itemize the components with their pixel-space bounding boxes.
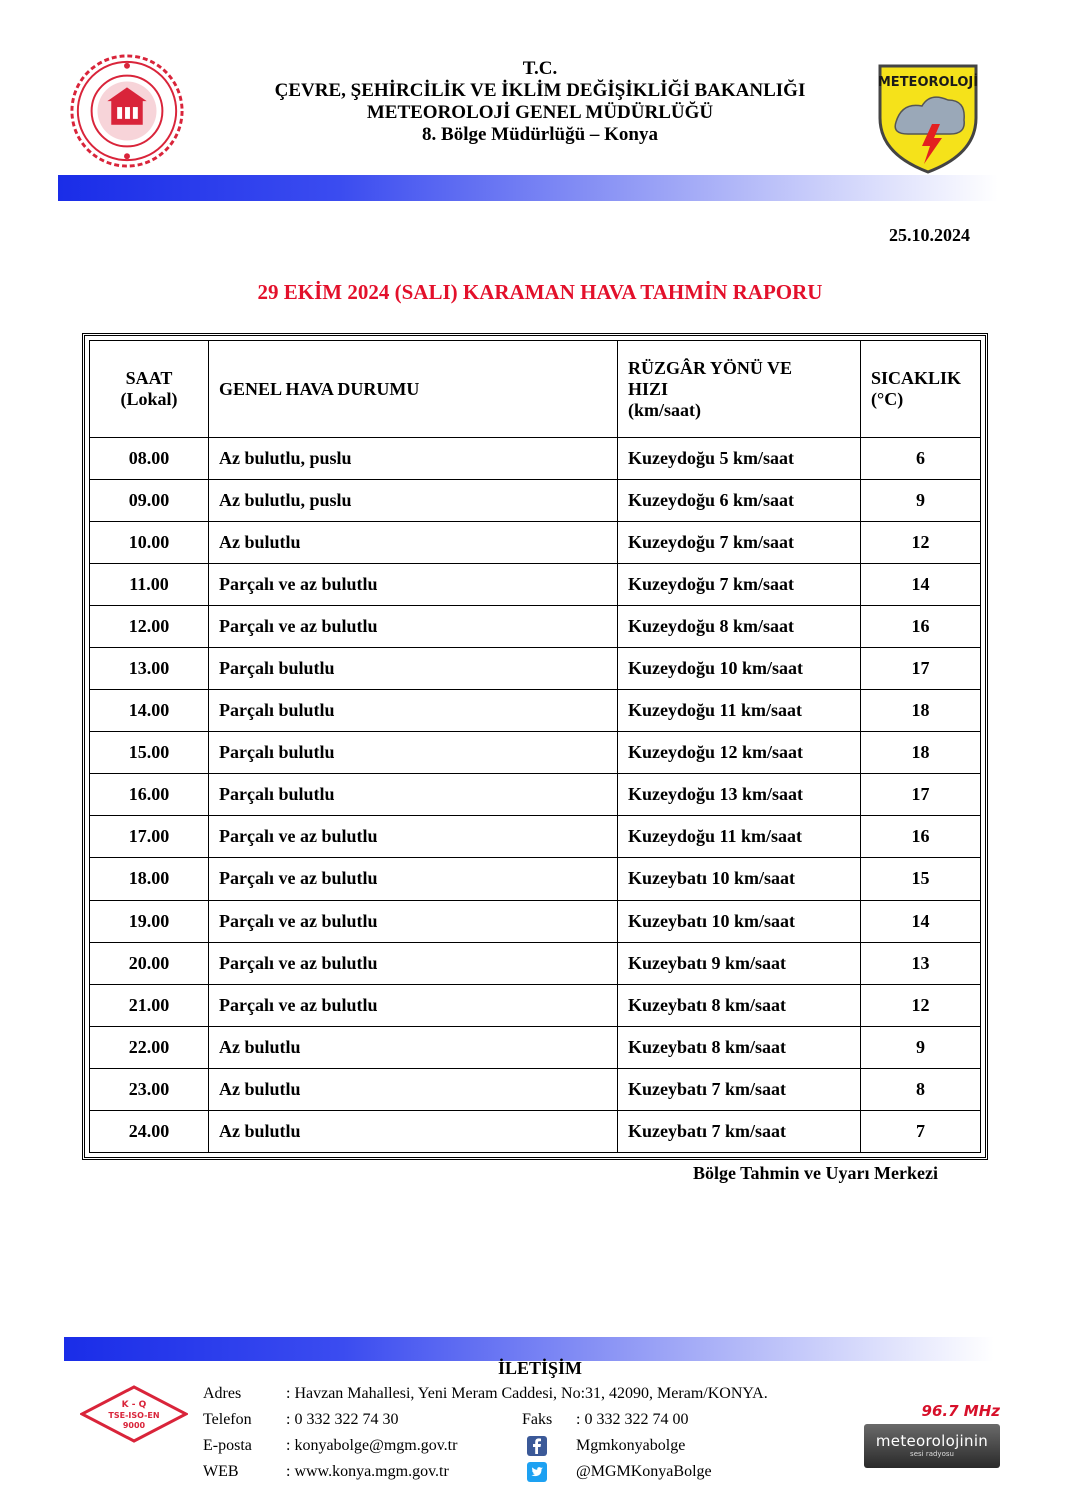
- report-title: 29 EKİM 2024 (SALI) KARAMAN HAVA TAHMİN RAPORU: [257, 280, 823, 304]
- fax-label: Faks: [522, 1411, 553, 1428]
- cell-wind: Kuzeydoğu 11 km/saat: [618, 816, 861, 858]
- cell-temperature: 15: [861, 858, 981, 900]
- cell-temperature: 18: [861, 732, 981, 774]
- email-label: E-posta: [203, 1437, 252, 1454]
- cell-wind: Kuzeybatı 7 km/saat: [618, 1068, 861, 1110]
- header-weather: GENEL HAVA DURUMU: [209, 341, 618, 438]
- cell-wind: Kuzeybatı 8 km/saat: [618, 984, 861, 1026]
- cell-temperature: 18: [861, 690, 981, 732]
- cell-wind: Kuzeydoğu 5 km/saat: [618, 438, 861, 480]
- cell-temperature: 17: [861, 648, 981, 690]
- table-row: [90, 774, 981, 816]
- table-row: [90, 648, 981, 690]
- cell-time: 09.00: [90, 480, 209, 522]
- cell-time: 14.00: [90, 690, 209, 732]
- cell-temperature: 16: [861, 816, 981, 858]
- header-line-ministry: ÇEVRE, ŞEHİRCİLİK VE İKLİM DEĞİŞİKLİĞİ BAKANLIĞI: [274, 80, 806, 101]
- phone-label: Telefon: [203, 1411, 252, 1428]
- cell-weather: Parçalı ve az bulutlu: [209, 858, 618, 900]
- cell-time: 24.00: [90, 1110, 209, 1152]
- cell-time: 20.00: [90, 942, 209, 984]
- cell-wind: Kuzeydoğu 6 km/saat: [618, 480, 861, 522]
- cell-weather: Az bulutlu: [209, 1110, 618, 1152]
- header-wind-label-2: HIZI: [628, 378, 669, 399]
- cell-time: 11.00: [90, 564, 209, 606]
- email-value[interactable]: : konyabolge@mgm.gov.tr: [286, 1437, 458, 1454]
- cell-time: 10.00: [90, 522, 209, 564]
- header-temp-label: SICAKLIK: [871, 368, 962, 388]
- cell-weather: Parçalı ve az bulutlu: [209, 942, 618, 984]
- cell-wind: Kuzeydoğu 13 km/saat: [618, 774, 861, 816]
- cell-weather: Az bulutlu, puslu: [209, 438, 618, 480]
- report-date: 25.10.2024: [889, 225, 970, 245]
- web-label: WEB: [203, 1463, 239, 1480]
- cell-temperature: 13: [861, 942, 981, 984]
- cell-temperature: 9: [861, 1026, 981, 1068]
- table-row: [90, 480, 981, 522]
- table-row: [90, 732, 981, 774]
- cell-wind: Kuzeydoğu 8 km/saat: [618, 606, 861, 648]
- radio-subtitle: sesi radyosu: [910, 1450, 954, 1458]
- header-temperature: [861, 341, 981, 438]
- cell-wind: Kuzeybatı 9 km/saat: [618, 942, 861, 984]
- cell-wind: Kuzeybatı 8 km/saat: [618, 1026, 861, 1068]
- ministry-seal-logo: [68, 52, 186, 170]
- table-row: [90, 858, 981, 900]
- cell-wind: Kuzeydoğu 7 km/saat: [618, 522, 861, 564]
- header-time: [90, 341, 209, 438]
- address-value: : Havzan Mahallesi, Yeni Meram Caddesi, No:31, 42090, Meram/KONYA.: [286, 1385, 768, 1402]
- cell-temperature: 12: [861, 984, 981, 1026]
- table-row: [90, 606, 981, 648]
- radio-logo: [864, 1424, 1000, 1468]
- header: [200, 58, 880, 146]
- forecast-table-frame: [82, 333, 988, 1160]
- cell-temperature: 14: [861, 564, 981, 606]
- header-divider-bar: [58, 175, 998, 201]
- cell-wind: Kuzeydoğu 12 km/saat: [618, 732, 861, 774]
- cell-weather: Az bulutlu, puslu: [209, 480, 618, 522]
- cell-time: 13.00: [90, 648, 209, 690]
- web-value[interactable]: : www.konya.mgm.gov.tr: [286, 1463, 449, 1480]
- table-row: [90, 438, 981, 480]
- header-wind-label-1: RÜZGÂR YÖNÜ VE: [628, 357, 793, 378]
- cell-temperature: 17: [861, 774, 981, 816]
- cell-weather: Az bulutlu: [209, 1026, 618, 1068]
- cell-time: 22.00: [90, 1026, 209, 1068]
- cell-temperature: 7: [861, 1110, 981, 1152]
- cell-time: 23.00: [90, 1068, 209, 1110]
- table-row: [90, 1026, 981, 1068]
- cell-weather: Az bulutlu: [209, 1068, 618, 1110]
- cell-temperature: 14: [861, 900, 981, 942]
- phone-value: : 0 332 322 74 30: [286, 1411, 399, 1428]
- table-row: [90, 942, 981, 984]
- header-time-sub: (Lokal): [120, 389, 178, 409]
- table-row: [90, 816, 981, 858]
- fax-value: : 0 332 322 74 00: [576, 1411, 689, 1428]
- kq-badge-mid: TSE-ISO-EN: [108, 1411, 160, 1420]
- cell-weather: Parçalı ve az bulutlu: [209, 606, 618, 648]
- header-line-tc: T.C.: [522, 58, 558, 79]
- table-row: [90, 1110, 981, 1152]
- radio-badge: [862, 1402, 1002, 1468]
- cell-time: 17.00: [90, 816, 209, 858]
- cell-wind: Kuzeybatı 10 km/saat: [618, 900, 861, 942]
- cell-wind: Kuzeybatı 7 km/saat: [618, 1110, 861, 1152]
- radio-frequency: 96.7 MHz: [921, 1402, 1000, 1420]
- table-row: [90, 900, 981, 942]
- cell-weather: Parçalı bulutlu: [209, 690, 618, 732]
- cell-weather: Parçalı bulutlu: [209, 774, 618, 816]
- forecast-center-name: Bölge Tahmin ve Uyarı Merkezi: [693, 1163, 938, 1183]
- cell-time: 21.00: [90, 984, 209, 1026]
- cell-time: 15.00: [90, 732, 209, 774]
- cell-time: 12.00: [90, 606, 209, 648]
- forecast-table: [89, 340, 981, 1153]
- cell-time: 16.00: [90, 774, 209, 816]
- cell-temperature: 8: [861, 1068, 981, 1110]
- table-header-row: [90, 341, 981, 438]
- cell-temperature: 12: [861, 522, 981, 564]
- cell-time: 08.00: [90, 438, 209, 480]
- kq-certification-badge: [80, 1385, 188, 1443]
- header-line-region: 8. Bölge Müdürlüğü – Konya: [422, 124, 658, 145]
- forecast-table-body: [90, 438, 981, 1153]
- facebook-handle[interactable]: Mgmkonyabolge: [576, 1437, 686, 1454]
- cell-weather: Parçalı ve az bulutlu: [209, 984, 618, 1026]
- cell-weather: Parçalı bulutlu: [209, 648, 618, 690]
- kq-badge-top: K - Q: [121, 1400, 147, 1410]
- table-row: [90, 984, 981, 1026]
- table-row: [90, 1068, 981, 1110]
- cell-weather: Parçalı ve az bulutlu: [209, 900, 618, 942]
- contact-title: İLETİŞİM: [497, 1358, 583, 1378]
- address-label: Adres: [203, 1385, 242, 1402]
- kq-badge-bottom: 9000: [122, 1421, 146, 1430]
- table-row: [90, 564, 981, 606]
- cell-temperature: 9: [861, 480, 981, 522]
- facebook-icon: [527, 1436, 547, 1456]
- radio-name: meteorolojinin: [875, 1432, 989, 1450]
- header-wind-unit: (km/saat): [628, 399, 701, 420]
- cell-wind: Kuzeydoğu 11 km/saat: [618, 690, 861, 732]
- cell-temperature: 6: [861, 438, 981, 480]
- header-line-directorate: METEOROLOJİ GENEL MÜDÜRLÜĞÜ: [366, 102, 714, 123]
- twitter-handle[interactable]: @MGMKonyaBolge: [576, 1463, 712, 1480]
- cell-weather: Az bulutlu: [209, 522, 618, 564]
- header-wind: [618, 341, 861, 438]
- cell-temperature: 16: [861, 606, 981, 648]
- cell-wind: Kuzeybatı 10 km/saat: [618, 858, 861, 900]
- table-row: [90, 522, 981, 564]
- cell-wind: Kuzeydoğu 10 km/saat: [618, 648, 861, 690]
- meteoroloji-logo: [876, 62, 980, 174]
- header-time-label: SAAT: [125, 368, 173, 388]
- header-temp-unit: (°C): [871, 389, 904, 409]
- cell-weather: Parçalı ve az bulutlu: [209, 564, 618, 606]
- cell-time: 19.00: [90, 900, 209, 942]
- cell-weather: Parçalı bulutlu: [209, 732, 618, 774]
- cell-time: 18.00: [90, 858, 209, 900]
- cell-wind: Kuzeydoğu 7 km/saat: [618, 564, 861, 606]
- cell-weather: Parçalı ve az bulutlu: [209, 816, 618, 858]
- meteoroloji-logo-text: METEOROLOJİ: [877, 75, 979, 90]
- table-row: [90, 690, 981, 732]
- twitter-icon: [527, 1462, 547, 1482]
